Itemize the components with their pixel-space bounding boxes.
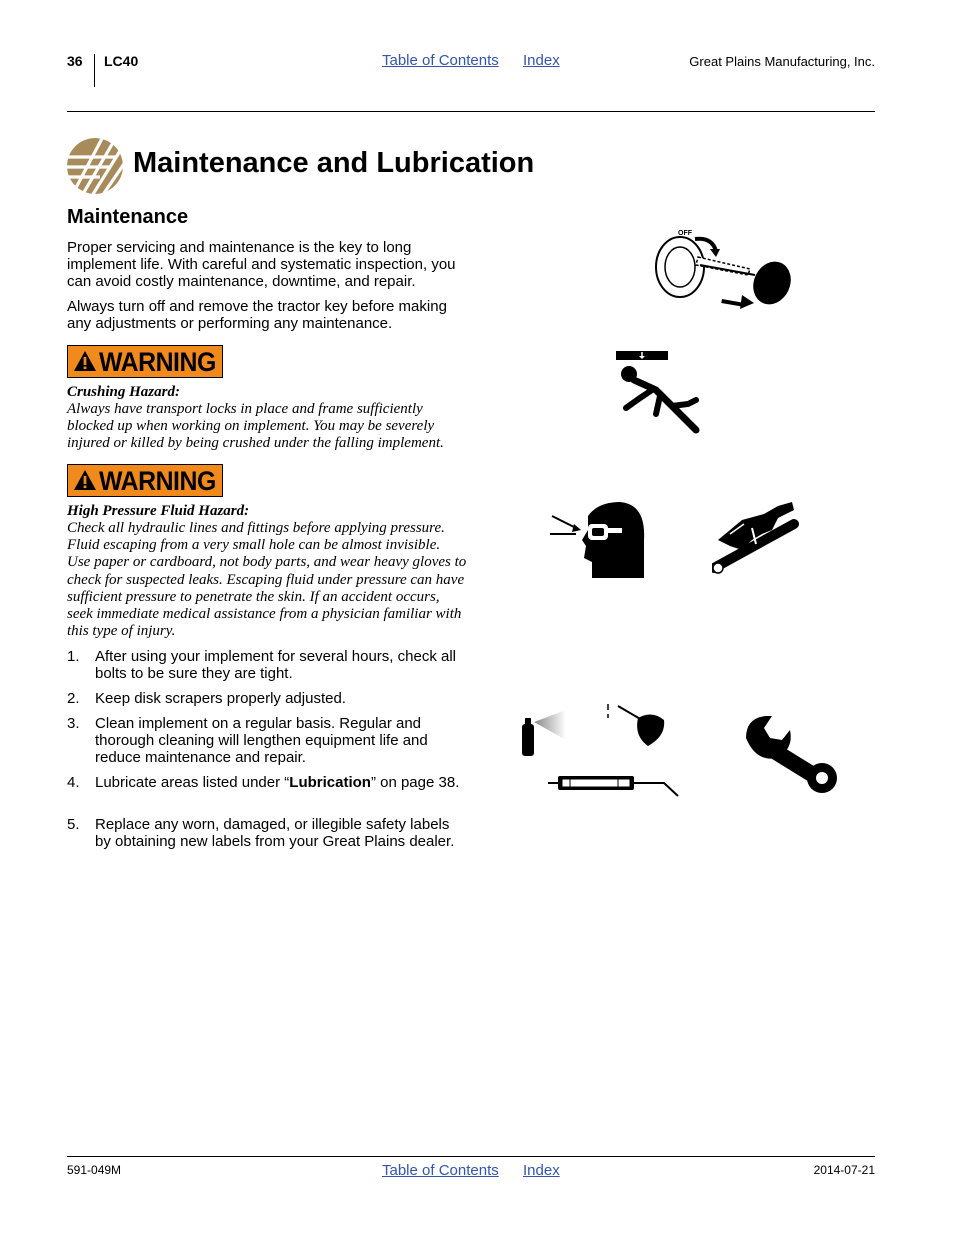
warning-text: WARNING bbox=[99, 347, 216, 377]
great-plains-logo-icon bbox=[66, 137, 124, 195]
list-text: Lubricate areas listed under “Lubrication” on page 38. bbox=[95, 774, 460, 791]
hazard-title: High Pressure Fluid Hazard: bbox=[67, 503, 250, 519]
key-off-icon bbox=[650, 225, 800, 315]
warning-triangle-icon bbox=[73, 350, 97, 372]
toc-link[interactable]: Table of Contents bbox=[382, 52, 499, 69]
lubrication-icon bbox=[518, 700, 683, 800]
toc-link[interactable]: Table of Contents bbox=[382, 1162, 499, 1179]
page-number: 36 bbox=[67, 53, 83, 69]
intro-paragraph: Proper servicing and maintenance is the key to long implement life. With careful and systematic inspection, you can avoid costly maintenance, downtime, and repair. bbox=[67, 239, 456, 290]
page-title: Maintenance and Lubrication bbox=[133, 147, 535, 179]
warning-label bbox=[67, 464, 223, 497]
lubrication-ref: Lubrication bbox=[289, 774, 371, 791]
list-number: 3. bbox=[67, 715, 80, 732]
index-link[interactable]: Index bbox=[523, 52, 560, 69]
falling-person-icon bbox=[612, 350, 702, 438]
list-number: 1. bbox=[67, 648, 80, 665]
header-divider bbox=[94, 54, 95, 87]
list-number: 5. bbox=[67, 816, 80, 833]
hazard-text: Check all hydraulic lines and fittings before applying pressure. Fluid escaping from a very small hole can be almost invisible. Use paper or cardboard, not body parts, and wear heavy gloves to check for suspected leaks. Escaping fluid under pressure can have sufficient pressure to penetrate the skin. If an accident occurs, seek immediate medical assistance from a physician familiar with this type of injury. bbox=[67, 520, 467, 640]
section-heading: Maintenance bbox=[67, 206, 189, 228]
document-number: 591-049M bbox=[67, 1163, 122, 1177]
list-text: Keep disk scrapers properly adjusted. bbox=[95, 690, 346, 707]
warning-text: WARNING bbox=[99, 466, 216, 496]
wrench-icon bbox=[742, 712, 842, 796]
header-rule bbox=[67, 111, 875, 112]
warning-label bbox=[67, 345, 223, 378]
key-paragraph: Always turn off and remove the tractor key before making any adjustments or performing any maintenance. bbox=[67, 298, 447, 332]
company-name: Great Plains Manufacturing, Inc. bbox=[689, 54, 875, 69]
index-link[interactable]: Index bbox=[523, 1162, 560, 1179]
footer-rule bbox=[67, 1156, 875, 1157]
warning-triangle-icon bbox=[73, 469, 97, 491]
hazard-text: Always have transport locks in place and frame sufficiently blocked up when working on implement. You may be severely injured or killed by being crushed under the falling implement. bbox=[67, 401, 444, 452]
list-text: Clean implement on a regular basis. Regular and thorough cleaning will lengthen equipment life and reduce maintenance and repair. bbox=[95, 715, 428, 766]
off-label: OFF bbox=[678, 230, 692, 237]
safety-goggles-icon bbox=[548, 500, 648, 580]
list-text: Replace any worn, damaged, or illegible safety labels by obtaining new labels from your Great Plains dealer. bbox=[95, 816, 455, 850]
hydraulic-leak-hand-icon bbox=[712, 500, 802, 575]
model-name: LC40 bbox=[104, 53, 139, 69]
list-text: After using your implement for several hours, check all bolts to be sure they are tight. bbox=[95, 648, 456, 682]
hazard-title: Crushing Hazard: bbox=[67, 384, 180, 400]
list-number: 2. bbox=[67, 690, 80, 707]
document-date: 2014-07-21 bbox=[813, 1163, 875, 1177]
list-number: 4. bbox=[67, 774, 80, 791]
